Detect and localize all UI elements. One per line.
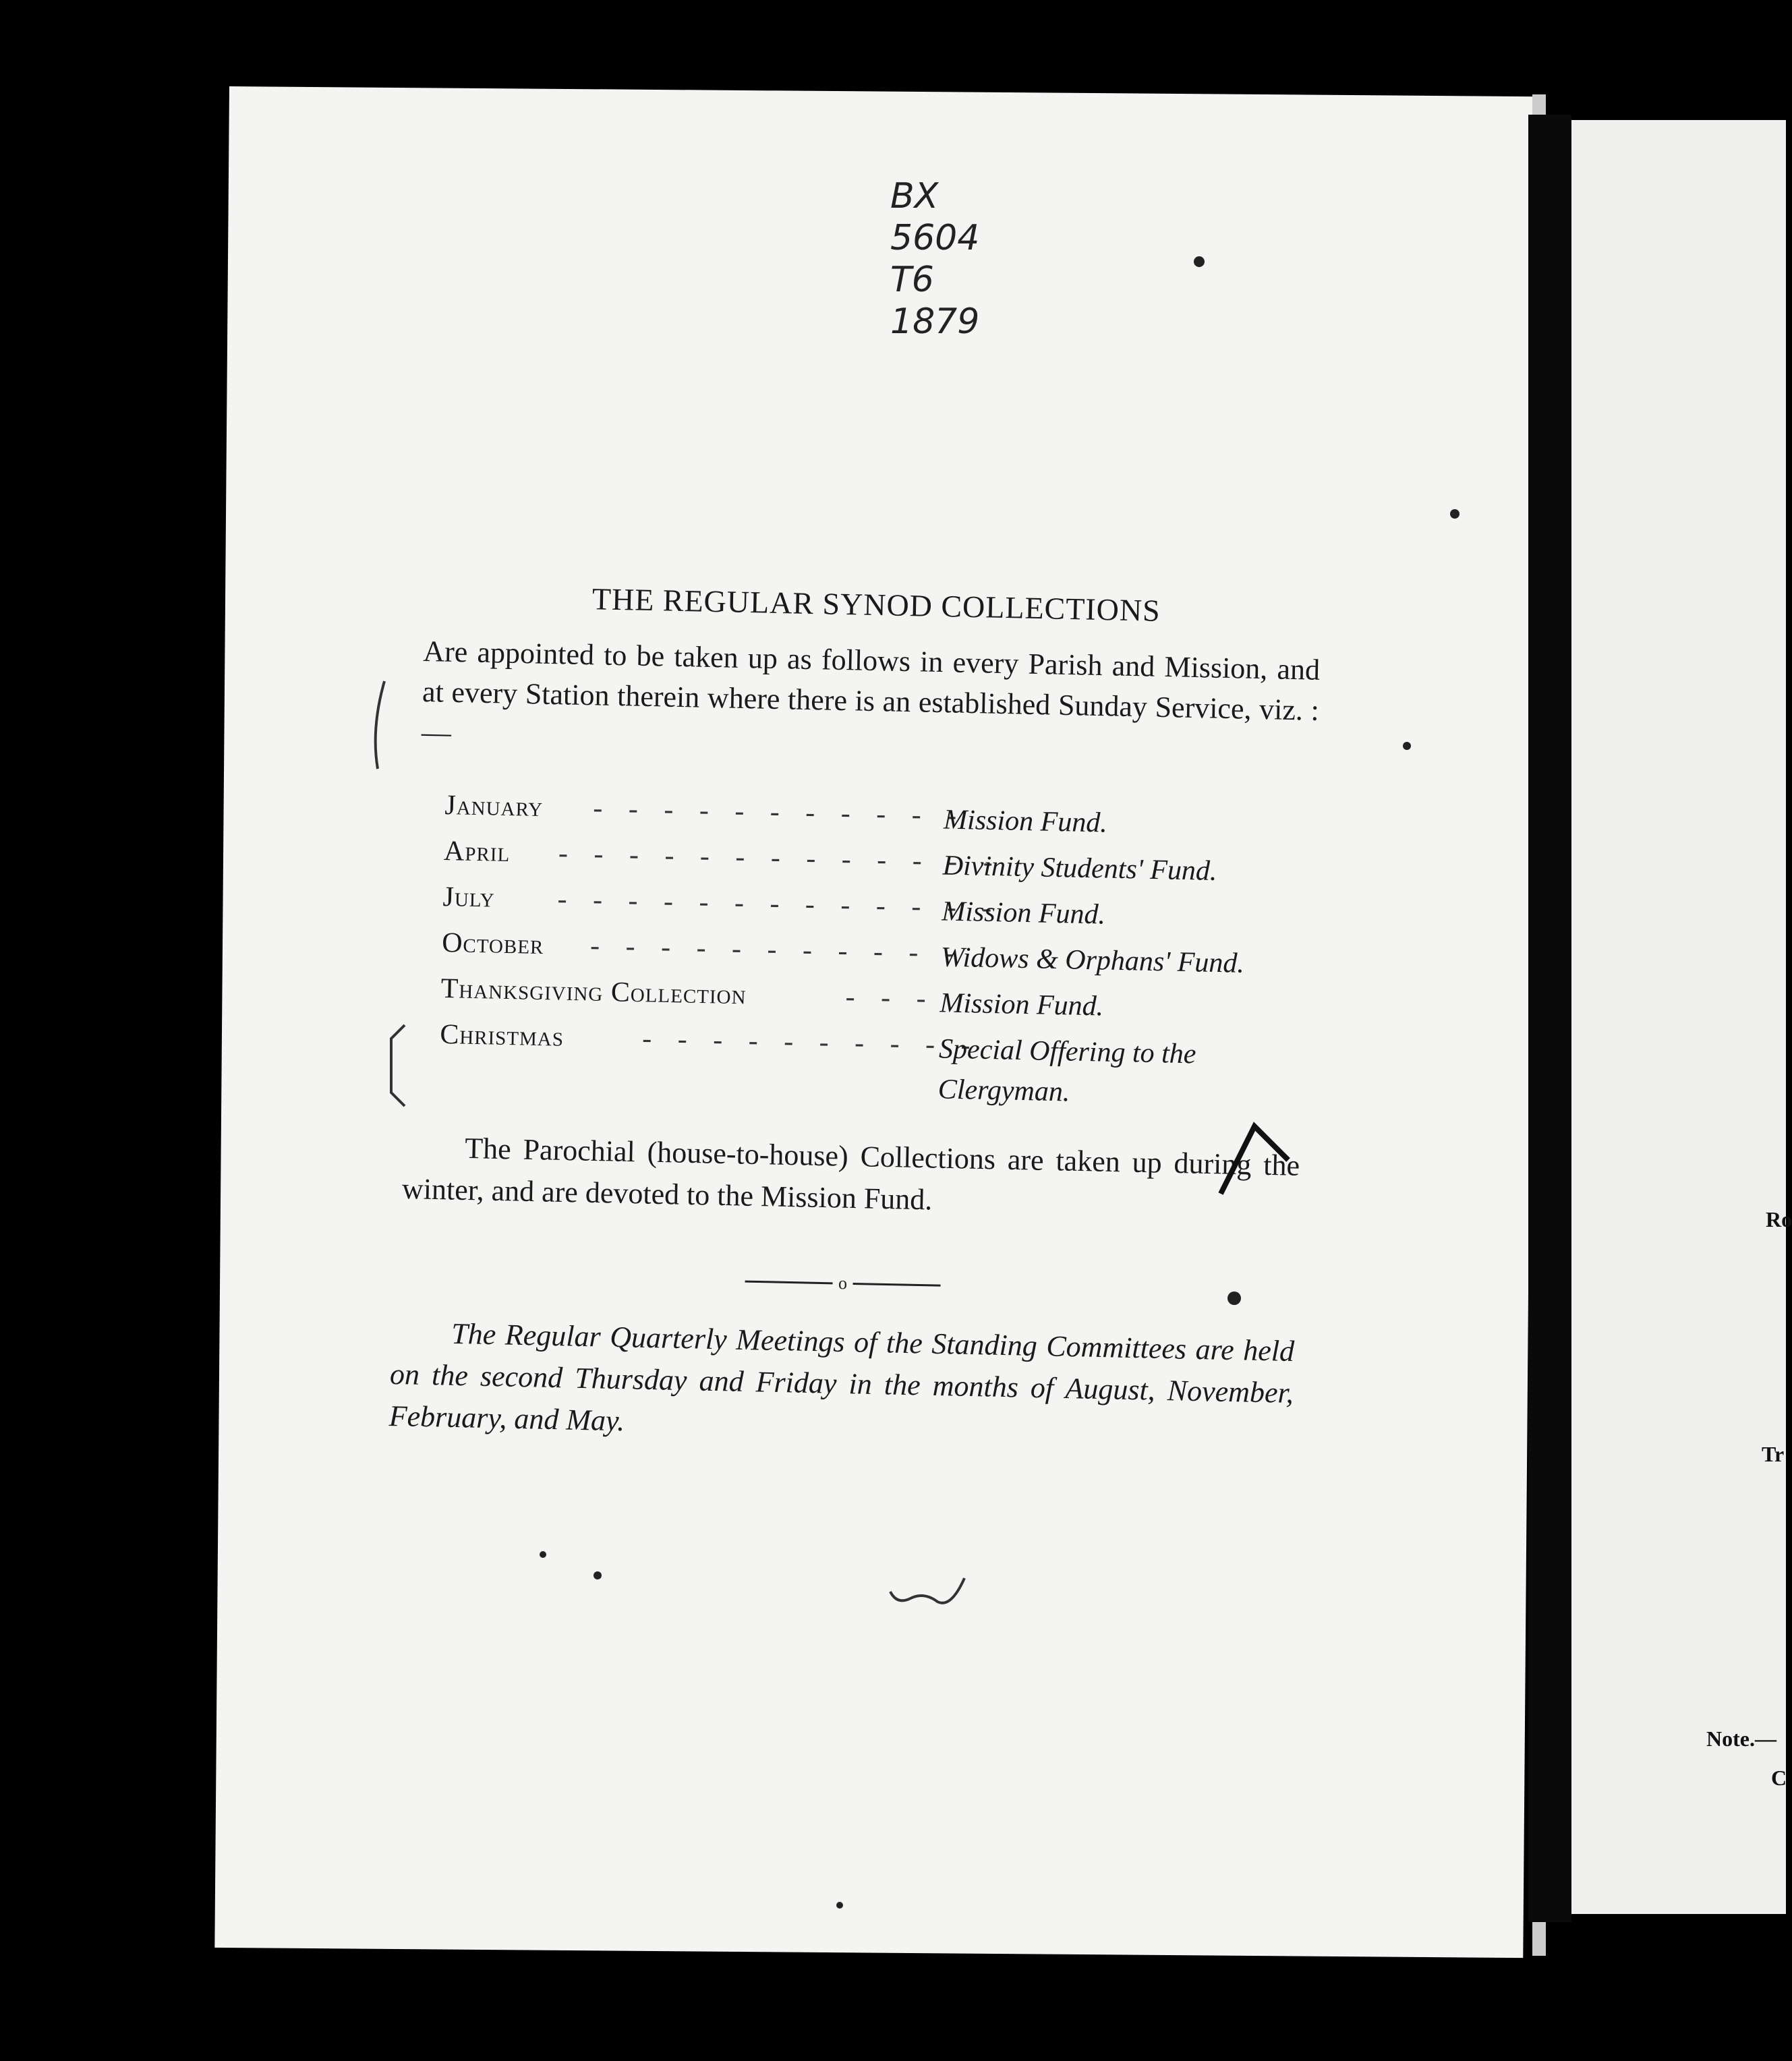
leader-dots: - - - - - - - - - - - - -: [557, 883, 1002, 925]
call-number-line: BX: [890, 176, 939, 216]
schedule-row: [438, 1018, 1317, 1124]
schedule-fund: Mission Fund.: [941, 896, 1106, 931]
schedule-month: Thanksgiving Collection: [440, 973, 747, 1011]
page-title: THE REGULAR SYNOD COLLECTIONS: [591, 581, 1161, 628]
call-number-line: 5604: [890, 218, 980, 258]
collection-schedule: [438, 789, 1322, 1124]
schedule-month: Christmas: [439, 1018, 565, 1053]
schedule-fund: Special Offering to the Clergyman.: [937, 1033, 1196, 1108]
schedule-month: October: [441, 927, 544, 961]
schedule-fund: Mission Fund.: [943, 804, 1108, 839]
leader-dots: - - - - - - - - - - - - -: [558, 838, 1003, 879]
leader-dots: - - - - - - - - - -: [641, 1023, 981, 1062]
schedule-month: January: [444, 789, 544, 823]
scan-speck: [1403, 742, 1411, 750]
adjacent-page-fragment: Tr: [1762, 1442, 1785, 1466]
adjacent-page-fragment: C: [1771, 1766, 1787, 1790]
adjacent-page-fragment: Ro: [1766, 1207, 1792, 1231]
pencil-check-mark: [1214, 1120, 1295, 1200]
schedule-fund: Mission Fund.: [940, 987, 1104, 1022]
leader-dots: - - - - - - - - - - -: [589, 930, 964, 970]
divider-glyph: o: [838, 1273, 848, 1294]
scan-speck: [594, 1571, 602, 1579]
binding-gutter: [1528, 115, 1571, 1922]
call-number-line: 1879: [890, 301, 980, 342]
leader-dots: - - -: [845, 981, 936, 1015]
intro-paragraph: Are appointed to be taken up as follows in every Parish and Mission, and at every Station therein where there is an established Sunday Service, viz. :—: [421, 634, 1321, 749]
leader-dots: - - - - - - - - - - -: [592, 792, 966, 832]
scan-speck: [1194, 256, 1205, 267]
pencil-bracket-mark: [364, 674, 418, 1120]
adjacent-page-fragment: Note.—: [1706, 1726, 1776, 1751]
pencil-squiggle: [884, 1571, 985, 1612]
scan-speck: [540, 1551, 546, 1558]
schedule-fund: Widows & Orphans' Fund.: [940, 941, 1245, 979]
call-number-line: T6: [890, 260, 934, 300]
schedule-month: July: [442, 881, 496, 914]
schedule-month: April: [443, 835, 511, 869]
scan-speck: [836, 1902, 843, 1909]
scan-speck: [1227, 1291, 1241, 1305]
schedule-fund: Divinity Students' Fund.: [942, 850, 1217, 887]
scan-speck: [1450, 509, 1459, 519]
adjacent-page: [1571, 120, 1786, 1914]
parochial-note: The Parochial (house-to-house) Collections are taken up during the winter, and are devoted to the Mission Fund.: [401, 1131, 1300, 1217]
meetings-note: The Regular Quarterly Meetings of the Standing Committees are held on the second Thursday and Friday in the months of August, November, February, and May.: [388, 1316, 1295, 1438]
section-divider: [741, 1268, 944, 1299]
handwritten-call-number: [890, 175, 1025, 343]
